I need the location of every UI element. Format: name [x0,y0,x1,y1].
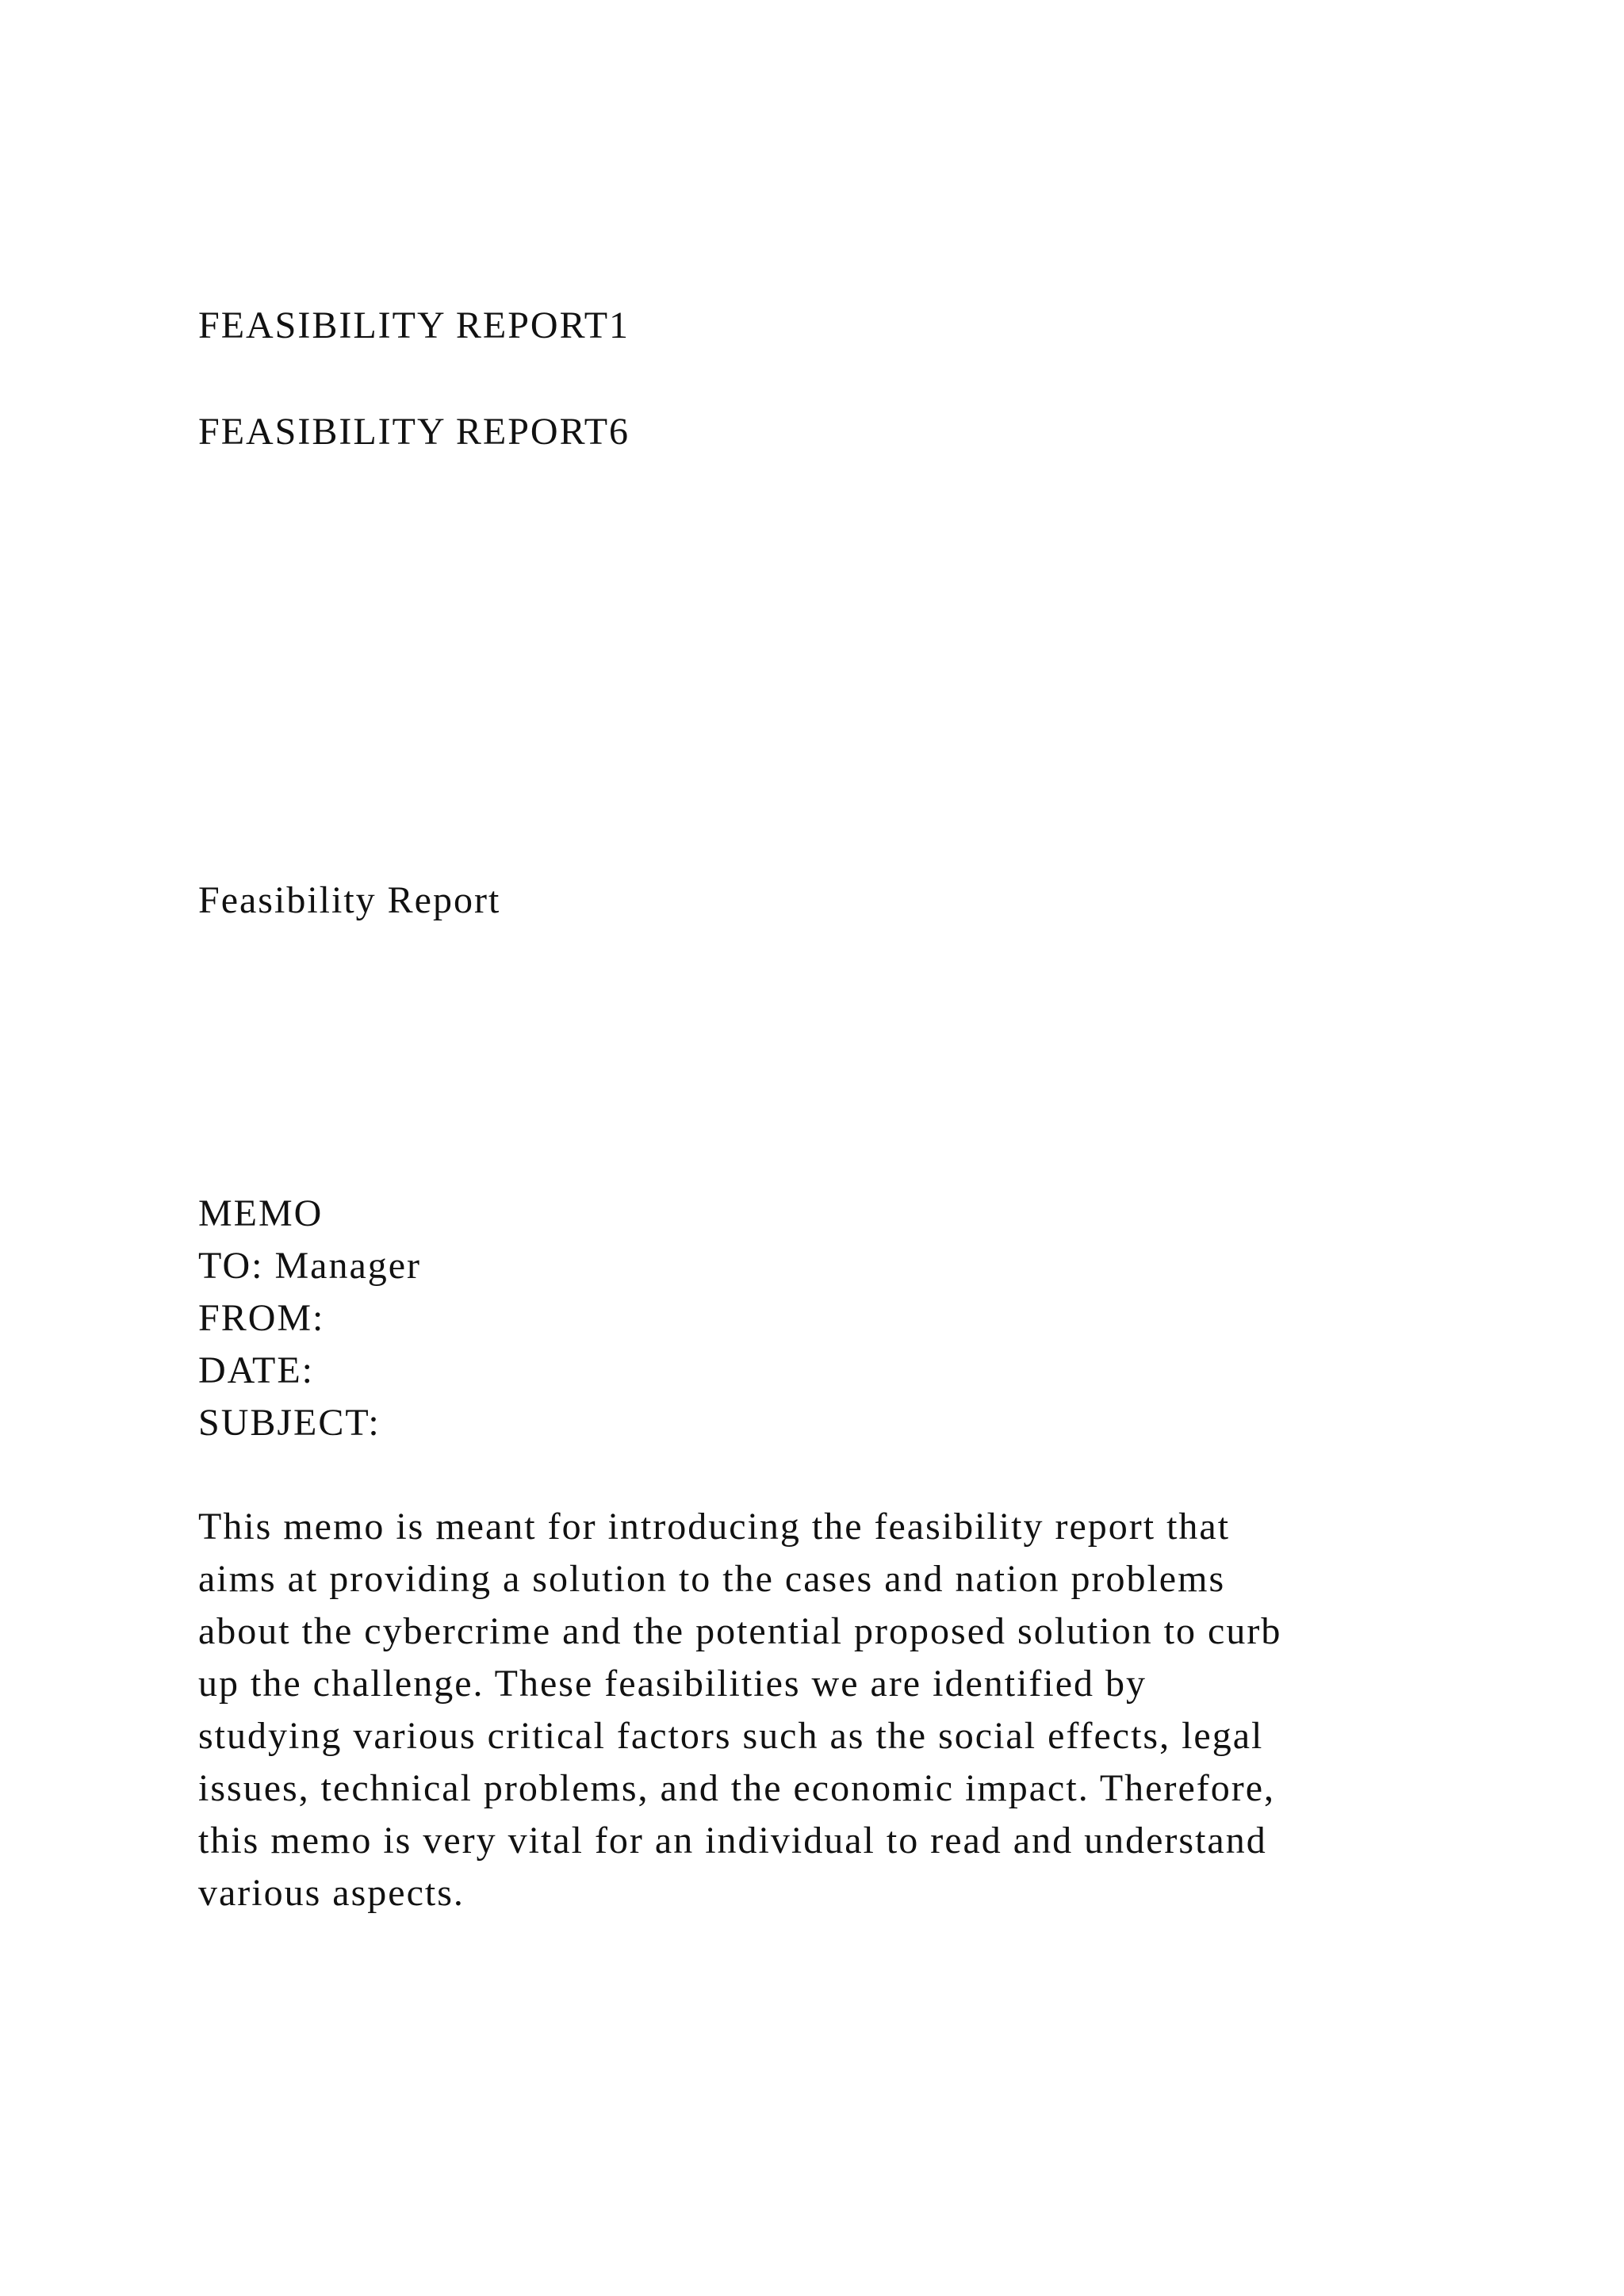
paragraph-line: various aspects. [198,1872,465,1914]
paragraph-line: This memo is meant for introducing the feasibility report that [198,1506,1231,1548]
memo-from-field: FROM: [198,1297,325,1339]
paragraph-line: issues, technical problems, and the economic impact. Therefore, [198,1767,1276,1809]
memo-subject-field: SUBJECT: [198,1402,381,1444]
memo-to-field: TO: Manager [198,1245,422,1287]
memo-date-field: DATE: [198,1349,314,1391]
paragraph-line: studying various critical factors such as the social effects, legal [198,1715,1264,1757]
paragraph-line: aims at providing a solution to the cases and nation problems [198,1558,1226,1600]
running-header-2: FEASIBILITY REPORT6 [198,411,630,453]
memo-body-paragraph [198,1501,1281,1919]
paragraph-line: about the cybercrime and the potential proposed solution to curb [198,1610,1282,1652]
paragraph-line: up the challenge. These feasibilities we are identified by [198,1663,1147,1705]
running-header-1: FEASIBILITY REPORT1 [198,304,630,346]
memo-header-block [198,1188,421,1449]
paragraph-line: this memo is very vital for an individual to read and understand [198,1820,1267,1862]
memo-heading: MEMO [198,1192,324,1234]
document-title: Feasibility Report [198,879,501,921]
